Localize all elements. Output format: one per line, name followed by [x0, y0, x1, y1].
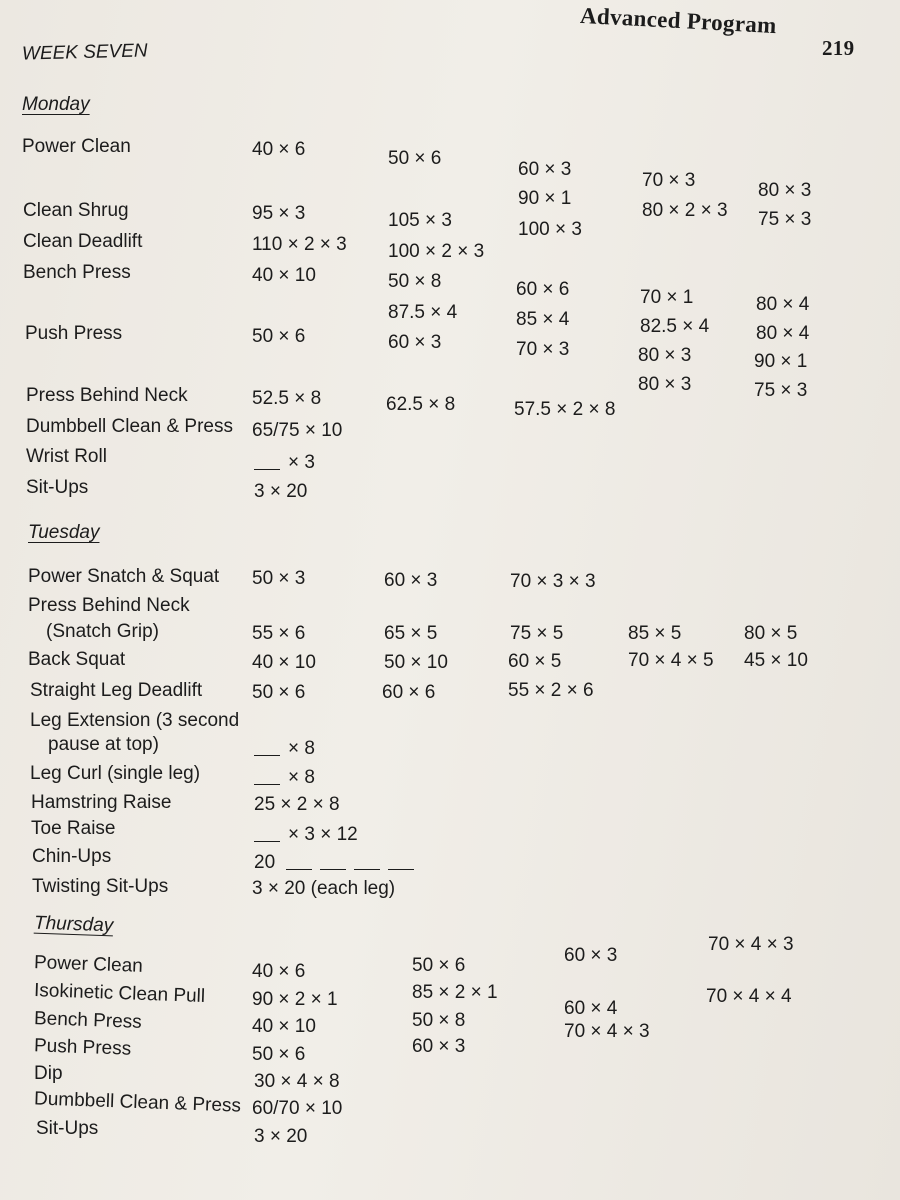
exercise-name: Power Snatch & Squat — [28, 566, 220, 587]
set-cell: 70 × 3 — [516, 339, 570, 360]
set-cell: 40 × 6 — [252, 139, 306, 160]
blank-line — [254, 736, 280, 756]
set-cell: 45 × 10 — [744, 650, 808, 671]
set-cell — [254, 736, 315, 760]
set-cell: 60 × 3 — [412, 1036, 466, 1057]
set-value: × 3 — [288, 452, 315, 473]
set-cell: 50 × 10 — [384, 652, 448, 673]
set-cell: 75 × 3 — [758, 209, 812, 230]
blank-line — [354, 850, 380, 870]
set-cell: 95 × 3 — [252, 203, 306, 224]
exercise-name: Back Squat — [28, 649, 126, 670]
blank-line — [254, 765, 280, 785]
set-cell: 60 × 6 — [516, 279, 570, 300]
week-title: WEEK SEVEN — [21, 40, 148, 65]
set-cell: 85 × 5 — [628, 623, 682, 644]
page-number: 219 — [822, 36, 855, 60]
set-value: 20 — [254, 852, 276, 873]
set-cell: 90 × 1 — [754, 351, 808, 372]
set-cell: 62.5 × 8 — [386, 394, 456, 415]
set-cell: 60 × 4 — [564, 998, 618, 1019]
set-cell: 60 × 3 — [518, 159, 572, 180]
set-cell: 50 × 6 — [252, 682, 306, 703]
set-cell: 82.5 × 4 — [640, 316, 710, 337]
blank-line — [388, 850, 414, 870]
exercise-name: Dumbbell Clean & Press — [33, 1088, 242, 1117]
set-cell: 60 × 3 — [388, 332, 442, 353]
exercise-name: Sit-Ups — [26, 477, 89, 498]
blank-line — [320, 850, 346, 870]
set-cell: 75 × 5 — [510, 623, 564, 644]
exercise-name: Power Clean — [22, 136, 131, 157]
set-cell: 80 × 3 — [638, 374, 692, 395]
set-cell: 40 × 10 — [252, 652, 316, 673]
exercise-name-continued: (Snatch Grip) — [46, 621, 159, 642]
exercise-name: Hamstring Raise — [31, 792, 172, 813]
set-cell: 70 × 3 × 3 — [510, 571, 596, 592]
set-cell: 50 × 6 — [412, 955, 466, 976]
set-cell: 50 × 3 — [252, 568, 306, 589]
set-cell: 80 × 3 — [758, 180, 812, 201]
set-cell — [254, 765, 315, 789]
set-cell — [254, 822, 358, 846]
exercise-name: Twisting Sit-Ups — [32, 876, 169, 897]
set-cell: 60/70 × 10 — [252, 1098, 343, 1119]
day-title-thursday: Thursday — [33, 912, 114, 937]
set-cell: 70 × 3 — [642, 170, 696, 191]
set-cell: 40 × 10 — [252, 265, 316, 286]
exercise-name: Chin-Ups — [32, 846, 112, 867]
exercise-name: Clean Shrug — [23, 200, 129, 221]
set-cell: 70 × 4 × 3 — [564, 1021, 650, 1042]
set-cell: 100 × 2 × 3 — [388, 241, 485, 262]
set-cell: 85 × 4 — [516, 309, 570, 330]
blank-line — [286, 850, 312, 870]
exercise-name: Press Behind Neck — [28, 595, 190, 616]
exercise-name: Push Press — [25, 323, 123, 344]
day-title-monday: Monday — [22, 94, 90, 115]
set-value: × 8 — [288, 767, 315, 788]
exercise-name: Press Behind Neck — [26, 385, 188, 406]
set-cell: 60 × 3 — [384, 570, 438, 591]
set-cell: 80 × 4 — [756, 323, 810, 344]
set-cell: 30 × 4 × 8 — [254, 1071, 340, 1092]
exercise-name: Clean Deadlift — [23, 231, 143, 252]
exercise-name: Wrist Roll — [26, 446, 107, 467]
set-cell: 100 × 3 — [518, 219, 582, 240]
set-cell: 50 × 8 — [388, 271, 442, 292]
set-cell: 55 × 2 × 6 — [508, 680, 594, 701]
set-cell: 50 × 6 — [252, 326, 306, 347]
set-cell: 105 × 3 — [388, 210, 452, 231]
set-cell: 90 × 2 × 1 — [252, 989, 338, 1010]
exercise-name: Toe Raise — [31, 818, 116, 839]
set-value: × 8 — [288, 738, 315, 759]
set-cell: 110 × 2 × 3 — [252, 234, 347, 255]
exercise-name: Leg Curl (single leg) — [30, 763, 201, 784]
set-cell: 70 × 4 × 4 — [706, 986, 792, 1007]
exercise-name: Push Press — [33, 1035, 132, 1060]
set-cell: 52.5 × 8 — [252, 388, 322, 409]
exercise-name: Sit-Ups — [36, 1118, 99, 1139]
set-cell: 80 × 4 — [756, 294, 810, 315]
set-cell: 57.5 × 2 × 8 — [514, 399, 616, 420]
set-cell: 70 × 1 — [640, 287, 694, 308]
exercise-name: Power Clean — [33, 952, 144, 977]
set-cell: 40 × 6 — [252, 961, 306, 982]
set-cell: 25 × 2 × 8 — [254, 794, 340, 815]
set-value: × 3 × 12 — [288, 824, 358, 845]
set-cell: 70 × 4 × 5 — [628, 650, 714, 671]
set-cell: 80 × 2 × 3 — [642, 200, 728, 221]
blank-line — [254, 450, 280, 470]
blank-line — [254, 822, 280, 842]
set-cell: 50 × 6 — [388, 148, 442, 169]
set-cell: 85 × 2 × 1 — [412, 982, 498, 1003]
exercise-name: Isokinetic Clean Pull — [33, 980, 206, 1007]
set-cell: 87.5 × 4 — [388, 302, 458, 323]
set-cell: 55 × 6 — [252, 623, 306, 644]
set-cell: 65/75 × 10 — [252, 420, 343, 441]
set-cell: 3 × 20 (each leg) — [252, 878, 396, 899]
set-cell: 40 × 10 — [252, 1016, 316, 1037]
exercise-name: Straight Leg Deadlift — [30, 680, 203, 701]
set-cell: 65 × 5 — [384, 623, 438, 644]
exercise-name: Bench Press — [33, 1008, 143, 1033]
set-cell: 90 × 1 — [518, 188, 572, 209]
set-cell: 50 × 8 — [412, 1010, 466, 1031]
set-cell: 60 × 5 — [508, 651, 562, 672]
set-cell: 80 × 3 — [638, 345, 692, 366]
set-cell: 75 × 3 — [754, 380, 808, 401]
exercise-name: Dumbbell Clean & Press — [26, 416, 233, 437]
set-cell: 3 × 20 — [254, 481, 308, 502]
exercise-name: Bench Press — [23, 262, 131, 283]
set-cell: 60 × 6 — [382, 682, 436, 703]
set-cell: 70 × 4 × 3 — [708, 934, 794, 955]
exercise-name: Dip — [34, 1063, 63, 1084]
set-cell — [254, 850, 422, 874]
set-cell: 60 × 3 — [564, 945, 618, 966]
running-title: Advanced Program — [579, 2, 778, 39]
set-cell: 3 × 20 — [254, 1126, 308, 1147]
set-cell: 50 × 6 — [252, 1044, 306, 1065]
set-cell: 80 × 5 — [744, 623, 798, 644]
day-title-tuesday: Tuesday — [28, 522, 100, 543]
set-cell — [254, 450, 315, 474]
exercise-name: Leg Extension (3 second — [30, 710, 240, 731]
exercise-name-continued: pause at top) — [48, 734, 159, 755]
